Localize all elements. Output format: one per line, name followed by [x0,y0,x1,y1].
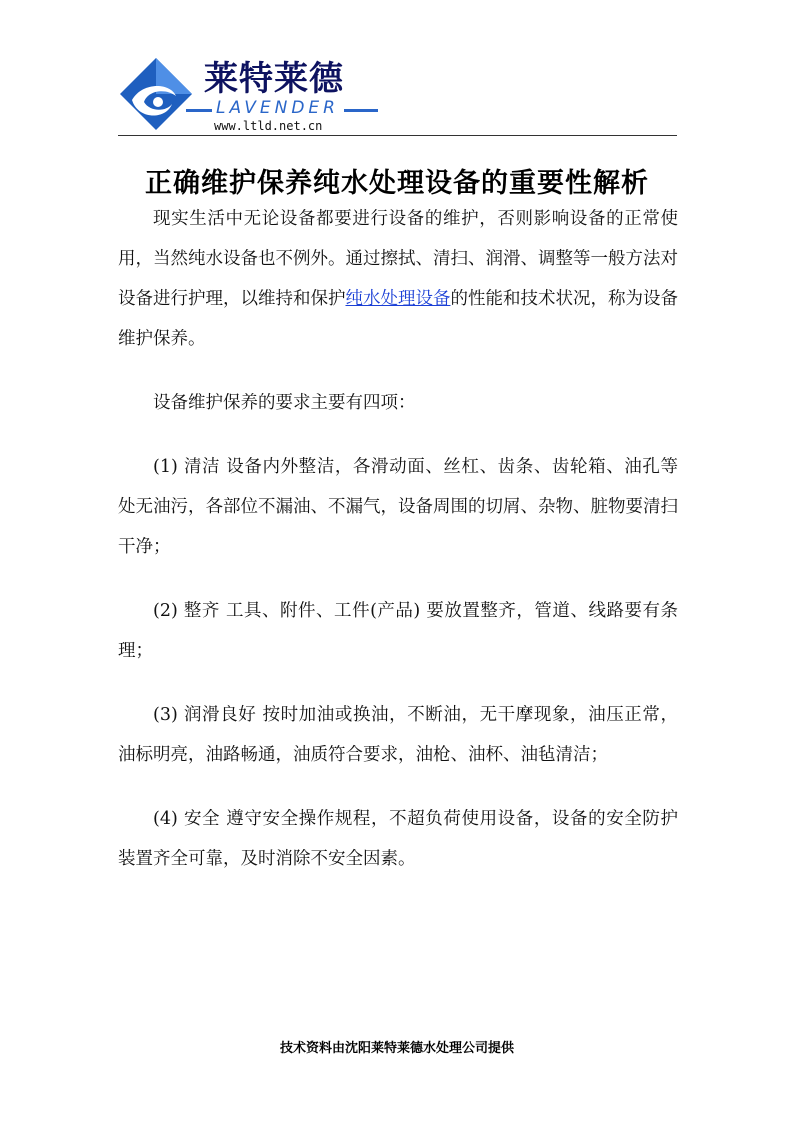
item-number: (2) [153,601,178,621]
lavender-logo-icon [120,56,196,132]
item-number: (1) [153,457,178,477]
requirement-item-2 [118,591,678,671]
brand-name-chinese: 莱特莱德 [204,59,344,99]
page-title: 正确维护保养纯水处理设备的重要性解析 [145,168,649,200]
brand-divider-right [344,109,378,112]
item-number: (3) [153,705,178,725]
item-label: 清洁 [183,457,221,477]
item-text: 设备内外整洁，各滑动面、丝杠、齿条、齿轮箱、油孔等处无油污，各部位不漏油、不漏气，设备周围的切屑、杂物、脏物要清扫干净； [118,457,678,557]
brand-website: www.ltld.net.cn [214,119,323,133]
intro-text: 现实生活中无论设备都要进行设备的维护，否则影响设备的正常使用，当然纯水设备也不例外。通过擦拭、清扫、润滑、调整等一般方法对设备进行护理，以维持和保护 [118,209,678,309]
page-footer: 技术资料由沈阳莱特莱德水处理公司提供 [279,1041,514,1056]
item-number: (4) [153,809,178,829]
requirement-item-1 [118,447,678,567]
brand-divider-left [186,109,212,112]
item-text: 工具、附件、工件(产品) 要放置整齐，管道、线路要有条理； [118,601,678,661]
header-divider [118,135,677,136]
intro-text-end: 的性能和技术状况，称为设备维护保养。 [118,289,678,349]
item-label: 整齐 [183,601,220,621]
requirement-item-3 [118,695,678,775]
document-header [118,56,678,136]
item-label: 润滑良好 [183,705,257,725]
item-label: 安全 [183,809,221,829]
intro-paragraph [118,199,678,359]
pure-water-equipment-link[interactable]: 纯水处理设备 [345,289,451,309]
item-text: 遵守安全操作规程，不超负荷使用设备，设备的安全防护装置齐全可靠，及时消除不安全因素。 [118,809,678,869]
requirements-intro: 设备维护保养的要求主要有四项： [153,393,416,413]
article-body [118,199,678,903]
brand-name-english: LAVENDER [216,98,339,118]
item-text: 按时加油或换油，不断油，无干摩现象，油压正常，油标明亮，油路畅通，油质符合要求，油枪、油杯、油毡清洁； [118,705,678,765]
requirement-item-4 [118,799,678,879]
